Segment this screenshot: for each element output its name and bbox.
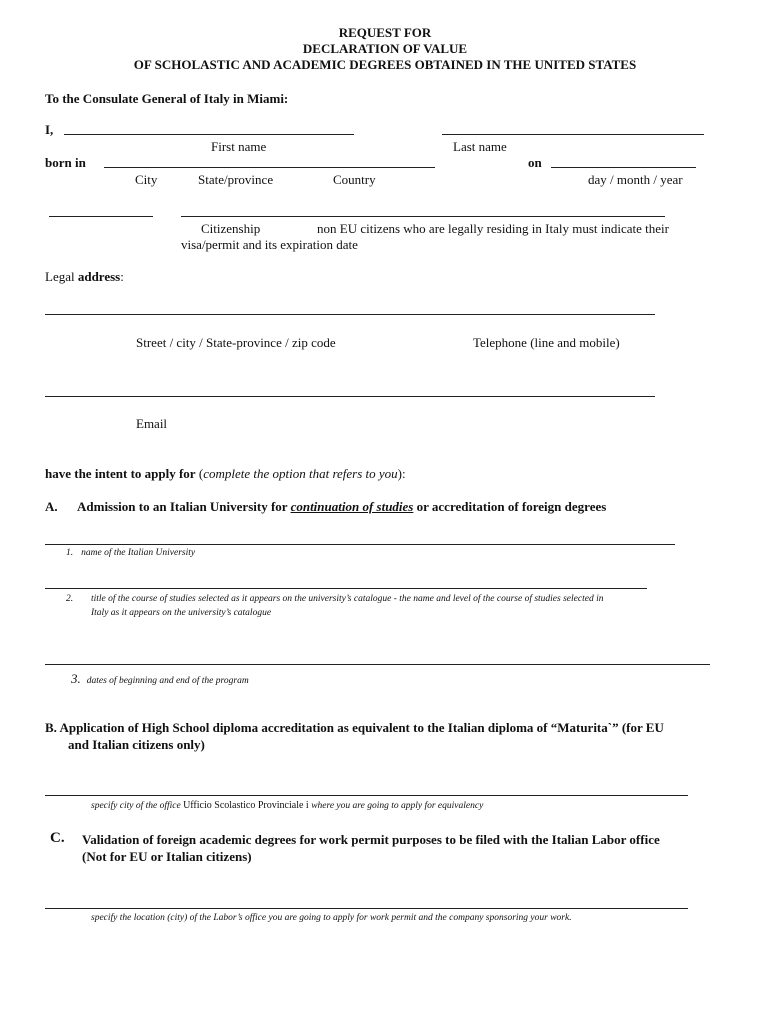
last-name-field[interactable] [442,134,704,135]
citizenship-caption: Citizenship [201,221,261,236]
title-line-3: OF SCHOLASTIC AND ACADEMIC DEGREES OBTAINED IN THE UNITED STATES [133,57,637,72]
option-a-title: Admission to an Italian University for continuation of studies or accreditation of foreign degrees [77,499,607,514]
legal-address-label: Legal address: [45,269,124,284]
option-a-item-2-line-2: Italy as it appears on the university’s catalogue [91,608,272,618]
course-title-field[interactable] [45,588,647,589]
addressee: To the Consulate General of Italy in Miami: [45,91,289,106]
birth-date-field[interactable] [551,167,696,168]
email-field[interactable] [45,396,655,397]
first-name-field[interactable] [64,134,354,135]
option-c-line-2: (Not for EU or Italian citizens) [82,849,252,864]
city-caption: City [135,172,158,187]
option-b-line-2: and Italian citizens only) [68,737,205,752]
school-office-field[interactable] [45,795,688,796]
option-b-note: specify city of the office Ufficio Scolastico Provinciale i where you are going to apply for equivalency [91,800,484,811]
option-a-item-2-num: 2. [66,594,74,604]
street-caption: Street / city / State-province / zip code [136,335,336,350]
date-format-caption: day / month / year [588,172,683,187]
non-eu-note-line-2: visa/permit and its expiration date [181,237,358,252]
citizenship-field[interactable] [49,216,153,217]
option-a-item-1: 1. name of the Italian University [66,548,196,558]
country-caption: Country [333,172,376,187]
last-name-caption: Last name [453,139,507,154]
program-dates-field[interactable] [45,664,710,665]
born-in-label: born in [45,155,86,170]
option-a-letter: A. [45,499,58,514]
option-a-item-2-line-1: title of the course of studies selected as it appears on the university’s catalogue - the name and level of the course of studies selected in [91,594,604,604]
labor-office-field[interactable] [45,908,688,909]
i-label: I, [45,122,54,137]
option-b-line-1: B. Application of High School diploma accreditation as equivalent to the Italian diploma of “Maturita`” (for EU [45,720,664,735]
option-c-line-1: Validation of foreign academic degrees for work permit purposes to be filed with the Italian Labor office [82,832,660,847]
birthplace-field[interactable] [104,167,435,168]
title-line-1: REQUEST FOR [338,25,432,40]
option-c-letter: C. [50,830,65,846]
first-name-caption: First name [211,139,267,154]
telephone-caption: Telephone (line and mobile) [473,335,620,350]
option-c-note: specify the location (city) of the Labor’s office you are going to apply for work permit and the company sponsoring your work. [91,913,572,923]
intent-line: have the intent to apply for (complete the option that refers to you): [45,466,406,481]
email-caption: Email [136,416,168,431]
university-name-field[interactable] [45,544,675,545]
state-province-caption: State/province [198,172,274,187]
address-field[interactable] [45,314,655,315]
non-eu-note-line-1: non EU citizens who are legally residing in Italy must indicate their [317,221,669,236]
visa-permit-field[interactable] [181,216,665,217]
option-a-item-3: 3. dates of beginning and end of the program [71,671,249,686]
title-line-2: DECLARATION OF VALUE [302,41,468,56]
on-label: on [528,155,542,170]
